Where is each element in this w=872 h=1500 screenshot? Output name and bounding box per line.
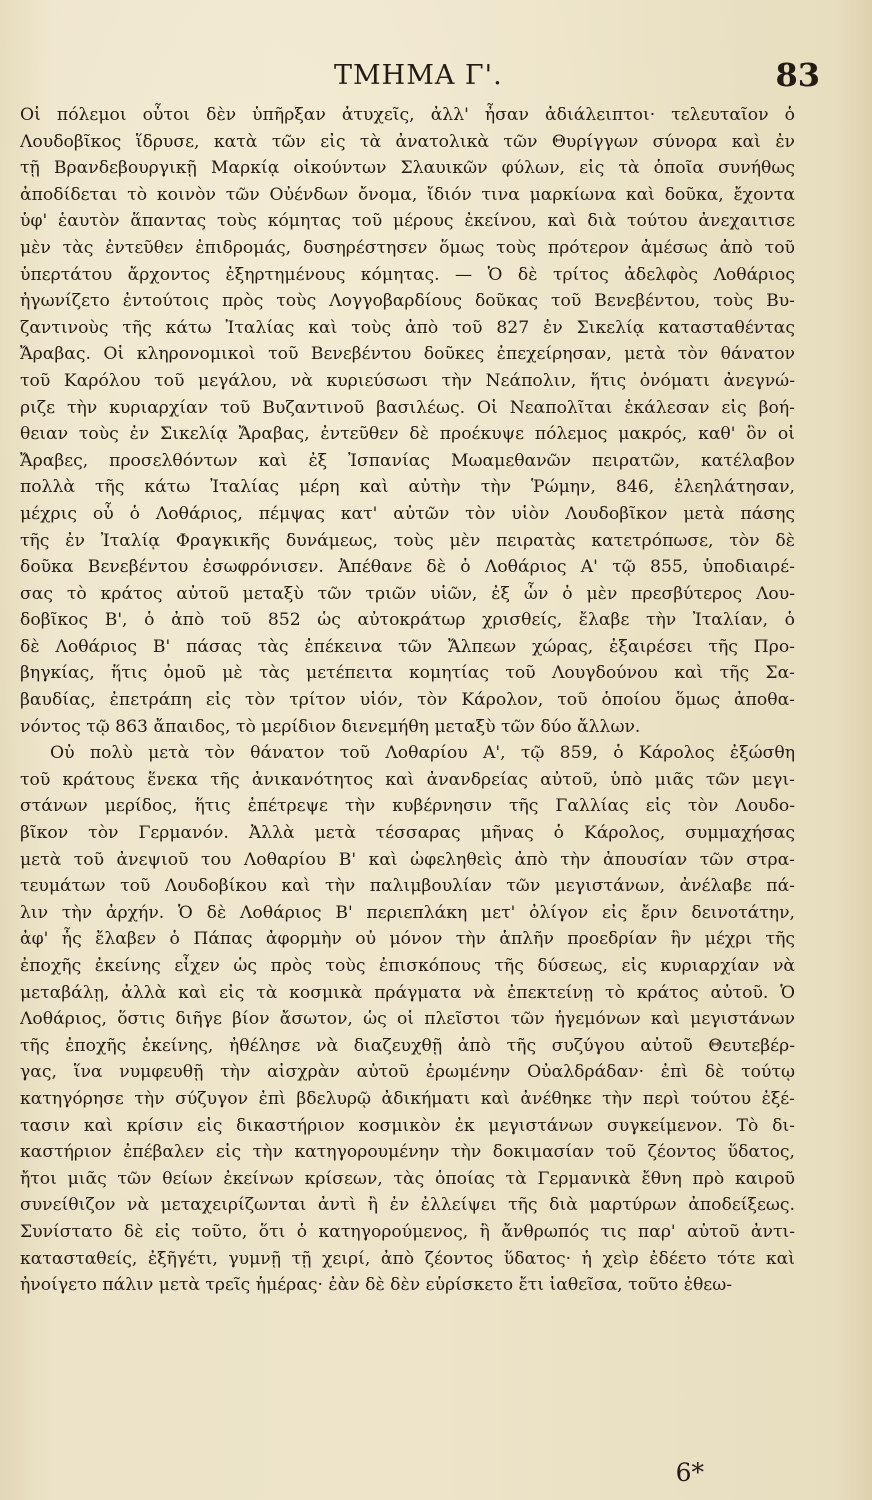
text-line: μετὰ τοῦ ἀνεψιοῦ του Λοθαρίου Β' καὶ ὠφεληθεὶς ἀπὸ τὴν ἀπουσίαν τῶν στρα- <box>20 849 795 870</box>
text-line: πολλὰ τῆς κάτω Ἰταλίας μέρη καὶ αὐτὴν τὴν Ῥώμην, 846, ἐλεηλάτησαν, <box>20 477 795 498</box>
text-line: Λοθάριος, ὅστις διῆγε βίον ἄσωτον, ὡς οἱ πλεῖστοι τῶν ἡγεμόνων καὶ μεγιστάνων <box>20 1009 795 1030</box>
text-line: τασιν καὶ κρίσιν εἰς δικαστήριον κοσμικὸν ἐκ μεγιστάνων συγκείμενον. Τὸ δι- <box>20 1115 795 1136</box>
text-line: Ἄραβες, προσελθόντων καὶ ἐξ Ἰσπανίας Μωαμεθανῶν πειρατῶν, κατέλαβον <box>20 450 795 471</box>
text-line: ὑφ' ἑαυτὸν ἅπαντας τοὺς κόμητας τοῦ μέρους ἐκείνου, καὶ διὰ τούτου ἀνεχαιτισε <box>20 211 795 232</box>
body-text <box>20 102 795 1299</box>
text-line: τοῦ κράτους ἕνεκα τῆς ἀνικανότητος καὶ ἀνανδρείας αὐτοῦ, ὑπὸ μιᾶς τῶν μεγι- <box>20 769 795 790</box>
text-line: βῖκον τὸν Γερμανόν. Ἀλλὰ μετὰ τέσσαρας μῆνας ὁ Κάρολος, συμμαχήσας <box>20 823 795 844</box>
text-line: ἤτοι μιᾶς τῶν θείων ἐκείνων κρίσεων, τὰς ὁποίας τὰ Γερμανικὰ ἔθνη πρὸ καιροῦ <box>20 1168 795 1189</box>
text-line: τῆς ἐποχῆς ἐκείνης, ἠθέλησε νὰ διαζευχθῇ ἀπὸ τῆς συζύγου αὐτοῦ Θευτεβέρ- <box>20 1035 795 1056</box>
text-line: ἐποχῆς ἐκείνης εἶχεν ὡς πρὸς τοὺς ἐπισκόπους τῆς δύσεως, εἰς κυριαρχίαν νὰ <box>20 956 795 976</box>
text-line: θειαν τοὺς ἐν Σικελίᾳ Ἄραβας, ἐντεῦθεν δὲ προέκυψε πόλεμος μακρός, καθ' ὃν οἱ <box>20 424 795 445</box>
text-line: ἀποδίδεται τὸ κοινὸν τῶν Οὐένδων ὄνομα, ἴδιόν τινα μαρκίωνα καὶ δοῦκα, ἔχοντα <box>20 184 795 205</box>
text-line: δοῦκα Βενεβέντου ἐσωφρόνισεν. Ἀπέθανε δὲ ὁ Λοθάριος Α' τῷ 855, ὑποδιαιρέ- <box>20 557 795 578</box>
text-line: ζαντινοὺς τῆς κάτω Ἰταλίας καὶ τοὺς ἀπὸ τοῦ 827 ἐν Σικελίᾳ κατασταθέντας <box>20 317 795 338</box>
text-line: συνείθιζον νὰ μεταχειρίζωνται ἀντὶ ἢ ἐν ἐλλείψει τῆς διὰ μαρτύρων ἀποδείξεως. <box>20 1195 795 1216</box>
text-line: Οἱ πόλεμοι οὗτοι δὲν ὑπῆρξαν ἀτυχεῖς, ἀλλ' ἦσαν ἀδιάλειπτοι· τελευταῖον ὁ <box>20 105 795 125</box>
section-title: ΤΜΗΜΑ Γ'. <box>334 60 503 91</box>
text-line: τοῦ Καρόλου τοῦ μεγάλου, νὰ κυριεύσωσι τὴν Νεάπολιν, ἥτις ὀνόματι ἀνεγνώ- <box>20 370 795 391</box>
text-line: σας τὸ κράτος αὐτοῦ μεταξὺ τῶν τριῶν υἱῶν, ἐξ ὧν ὁ μὲν πρεσβύτερος Λου- <box>20 583 795 604</box>
text-line: τῆς ἐν Ἰταλίᾳ Φραγκικῆς δυνάμεως, τοὺς μὲν πειρατὰς κατετρόπωσε, τὸν δὲ <box>20 530 795 551</box>
text-line: τευμάτων τοῦ Λουδοβίκου καὶ τὴν παλιμβουλίαν τῶν μεγιστάνων, ἀνέλαβε πά- <box>20 876 795 897</box>
text-line: λιν τὴν ἀρχήν. Ὁ δὲ Λοθάριος Β' περιεπλάκη μετ' ὀλίγον εἰς ἔριν δεινοτάτην, <box>20 902 795 923</box>
text-line: τῇ Βρανδεβουργικῇ Μαρκίᾳ οἰκούντων Σλαυικῶν φύλων, εἰς τὰ ὁποῖα συνήθως <box>20 158 795 179</box>
text-line: βηγκίας, ἥτις ὁμοῦ μὲ τὰς μετέπειτα κομητίας τοῦ Λουγδούνου καὶ τῆς Σα- <box>20 663 795 684</box>
text-line: Συνίστατο δὲ εἰς τοῦτο, ὅτι ὁ κατηγορούμενος, ἢ ἄνθρωπός τις παρ' αὐτοῦ ἀντι- <box>20 1221 795 1242</box>
text-line: μέχρις οὗ ὁ Λοθάριος, πέμψας κατ' αὐτῶν τὸν υἱὸν Λουδοβῖκον μετὰ πάσης <box>20 503 795 524</box>
printer-signature-mark: 6* <box>675 1458 704 1487</box>
text-line: ἠνοίγετο πάλιν μετὰ τρεῖς ἡμέρας· ἐὰν δὲ δὲν εὑρίσκετο ἔτι ἰαθεῖσα, τοῦτο ἐθεω- <box>20 1275 733 1296</box>
text-line: στάνων μερίδος, ἥτις ἐπέτρεψε τὴν κυβέρνησιν τῆς Γαλλίας εἰς τὸν Λουδο- <box>20 796 795 817</box>
text-line: μεταβάλῃ, ἀλλὰ καὶ εἰς τὰ κοσμικὰ πράγματα νὰ ἐπεκτείνῃ τὸ κράτος αὐτοῦ. Ὁ <box>20 982 795 1003</box>
text-line: καστήριον ἐπέβαλεν εἰς τὴν κατηγορουμένην τὴν δοκιμασίαν τοῦ ζέοντος ὕδατος, <box>20 1142 795 1163</box>
text-line: ριζε τὴν κυριαρχίαν τοῦ Βυζαντινοῦ βασιλέως. Οἱ Νεαπολῖται ἐκάλεσαν εἰς βοή- <box>20 397 795 418</box>
text-line: Ἄραβας. Οἱ κληρονομικοὶ τοῦ Βενεβέντου δοῦκες ἐπεχείρησαν, μετὰ τὸν θάνατον <box>20 344 795 365</box>
text-line: ἀφ' ἧς ἔλαβεν ὁ Πάπας ἀφορμὴν οὐ μόνον τὴν ἁπλῆν προεδρίαν ἣν μέχρι τῆς <box>20 929 795 950</box>
text-line: Οὐ πολὺ μετὰ τὸν θάνατον τοῦ Λοθαρίου Α', τῷ 859, ὁ Κάρολος ἐξώσθη <box>50 743 795 764</box>
running-head <box>0 56 872 96</box>
text-line: γας, ἵνα νυμφευθῇ τὴν αἰσχρὰν αὐτοῦ ἐρωμένην Οὐαλδράδαν· ἐπὶ δὲ τούτῳ <box>20 1062 795 1083</box>
page-number: 83 <box>775 56 820 94</box>
text-line: Λουδοβῖκος ἵδρυσε, κατὰ τῶν εἰς τὰ ἀνατολικὰ τῶν Θυρίγγων σύνορα καὶ ἐν <box>20 131 795 152</box>
text-line: κατηγόρησε τὴν σύζυγον ἐπὶ βδελυρῷ ἀδικήματι καὶ ἀνέθηκε τὴν περὶ τούτου ἐξέ- <box>20 1088 795 1109</box>
text-line: δὲ Λοθάριος Β' πάσας τὰς ἐπέκεινα τῶν Ἄλπεων χώρας, ἐξαιρέσει τῆς Προ- <box>20 636 795 657</box>
text-line: δοβῖκος Β', ὁ ἀπὸ τοῦ 852 ὡς αὐτοκράτωρ χρισθείς, ἔλαβε τὴν Ἰταλίαν, ὁ <box>20 610 795 631</box>
text-line: ἠγωνίζετο ἐντούτοις πρὸς τοὺς Λογγοβαρδίους δοῦκας τοῦ Βενεβέντου, τοὺς Βυ- <box>20 291 795 312</box>
text-line: ὑπερτάτου ἄρχοντος ἐξηρτημένους κόμητας. — Ὁ δὲ τρίτος ἀδελφὸς Λοθάριος <box>20 264 795 285</box>
text-line: μὲν τὰς ἐντεῦθεν ἐπιδρομάς, δυσηρέστησεν ὅμως τοὺς πρότερον ἀμέσως ἀπὸ τοῦ <box>20 237 795 258</box>
text-line: νόντος τῷ 863 ἄπαιδος, τὸ μερίδιον διενεμήθη μεταξὺ τῶν δύο ἄλλων. <box>20 716 641 737</box>
text-line: κατασταθείς, ἐξῆγέτι, γυμνῇ τῇ χειρί, ἀπὸ ζέοντος ὕδατος· ἡ χεὶρ ἐδέετο τότε καὶ <box>20 1248 795 1269</box>
text-line: βαυδίας, ἐπετράπη εἰς τὸν τρίτον υἱόν, τὸν Κάρολον, τοῦ ὁποίου ὅμως ἀποθα- <box>20 690 795 711</box>
